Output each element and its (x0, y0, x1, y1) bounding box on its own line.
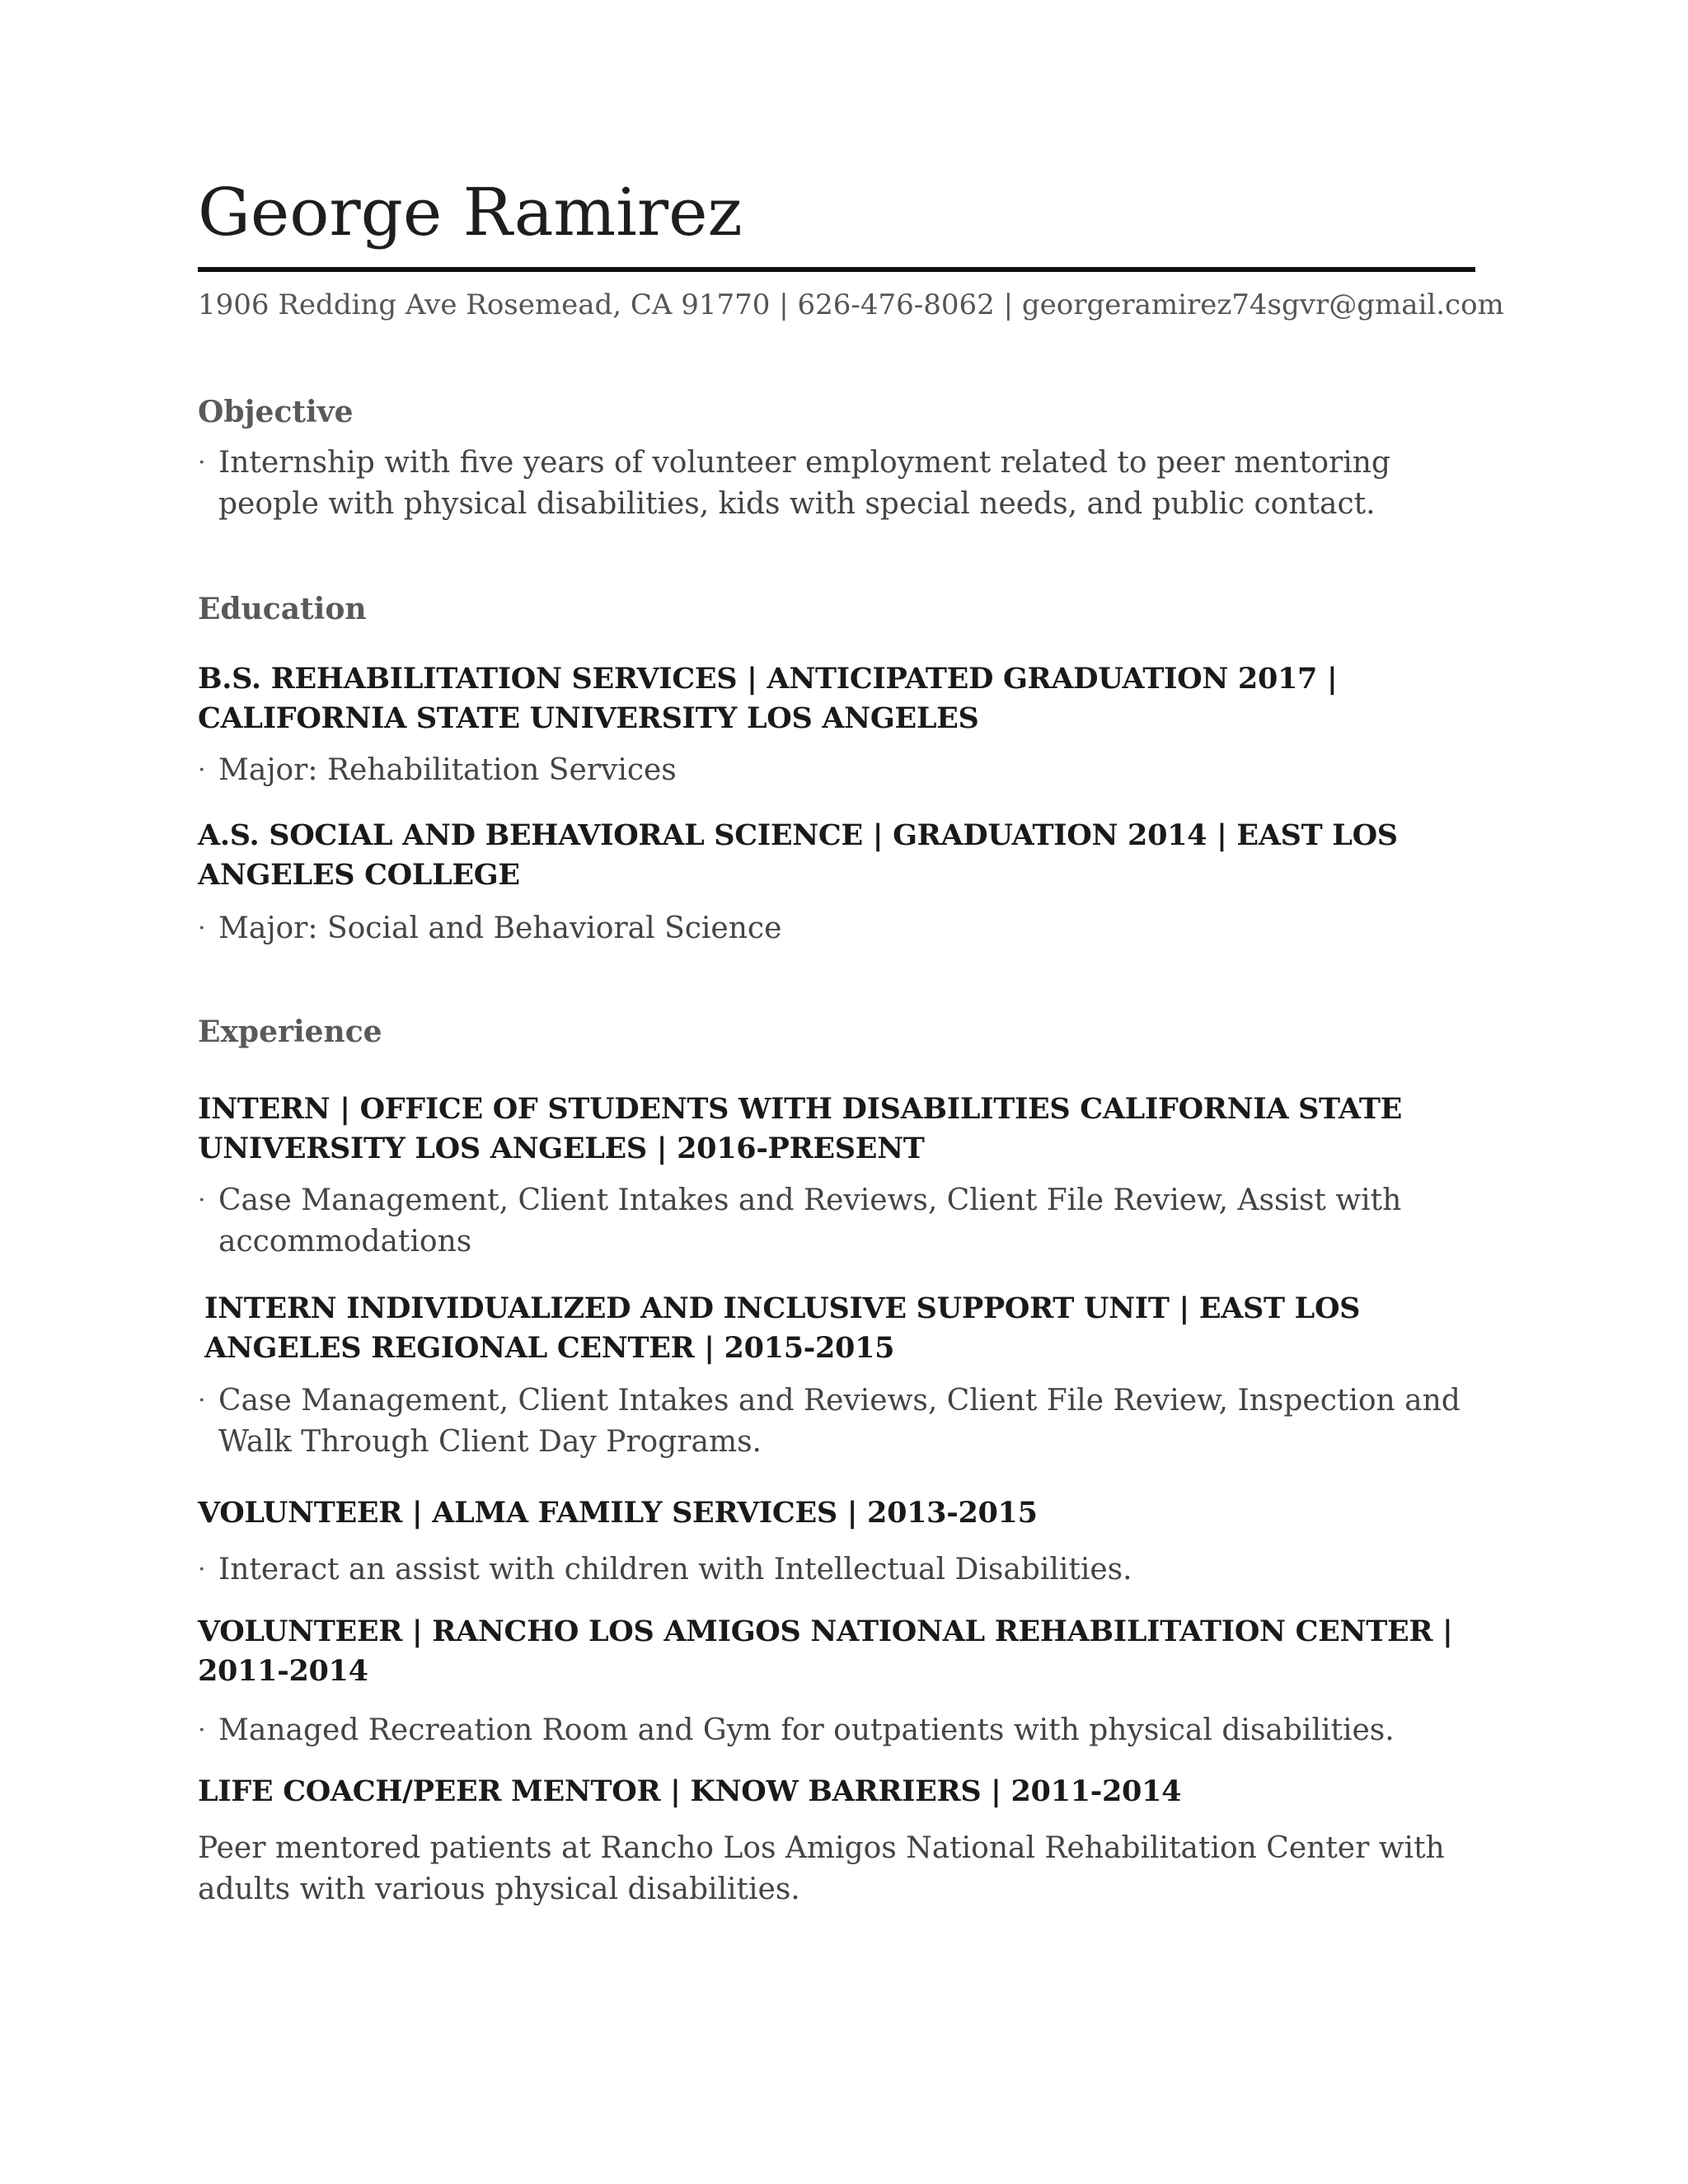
section-title-objective: Objective (198, 395, 354, 429)
name-divider (198, 267, 1475, 272)
experience-bullet-alma-text: Interact an assist with children with Intellectual Disabilities. (218, 1553, 1132, 1586)
experience-bullet-rancho (198, 1710, 1484, 1751)
bullet-dot-icon: · (198, 448, 206, 477)
education-bullet-bs (198, 750, 1484, 791)
experience-heading-alma: VOLUNTEER | ALMA FAMILY SERVICES | 2013-2015 (198, 1496, 1038, 1530)
bullet-dot-icon: · (198, 1555, 206, 1584)
bullet-dot-icon: · (198, 914, 206, 943)
experience-bullet-csula-text: Case Management, Client Intakes and Reviews, Client File Review, Assist with accommodations (218, 1183, 1402, 1258)
education-heading-bs: B.S. REHABILITATION SERVICES | ANTICIPATED GRADUATION 2017 | CALIFORNIA STATE UNIVERSITY LOS ANGELES (198, 662, 1338, 735)
bullet-dot-icon: · (198, 1716, 206, 1745)
resume-name: George Ramirez (198, 174, 743, 251)
education-bullet-bs-text: Major: Rehabilitation Services (218, 753, 677, 787)
experience-heading-csula: INTERN | OFFICE OF STUDENTS WITH DISABILITIES CALIFORNIA STATE UNIVERSITY LOS ANGELES | 2016-PRESENT (198, 1092, 1402, 1165)
experience-paragraph-know-barriers: Peer mentored patients at Rancho Los Amigos National Rehabilitation Center with adults with various physical disabilities. (198, 1831, 1445, 1906)
experience-heading-rancho: VOLUNTEER | RANCHO LOS AMIGOS NATIONAL REHABILITATION CENTER | 2011-2014 (198, 1615, 1453, 1688)
contact-line: 1906 Redding Ave Rosemead, CA 91770 | 626-476-8062 | georgeramirez74sgvr@gmail.com (198, 288, 1504, 321)
education-bullet-as-text: Major: Social and Behavioral Science (218, 912, 782, 945)
section-title-education: Education (198, 592, 367, 626)
education-heading-as: A.S. SOCIAL AND BEHAVIORAL SCIENCE | GRADUATION 2014 | EAST LOS ANGELES COLLEGE (198, 818, 1398, 892)
experience-bullet-csula (198, 1180, 1484, 1263)
section-title-experience: Experience (198, 1015, 382, 1049)
bullet-dot-icon: · (198, 1386, 206, 1415)
experience-bullet-rancho-text: Managed Recreation Room and Gym for outpatients with physical disabilities. (218, 1713, 1395, 1747)
education-bullet-as (198, 908, 1484, 949)
bullet-dot-icon: · (198, 756, 206, 785)
experience-bullet-elarc (198, 1380, 1484, 1463)
bullet-dot-icon: · (198, 1186, 206, 1215)
experience-heading-know-barriers: LIFE COACH/PEER MENTOR | KNOW BARRIERS | 2011-2014 (198, 1774, 1182, 1808)
objective-bullet (198, 443, 1484, 525)
experience-bullet-alma (198, 1549, 1484, 1591)
objective-bullet-text: Internship with five years of volunteer employment related to peer mentoring people with physical disabilities, kids with special needs, and public contact. (218, 446, 1390, 521)
experience-bullet-elarc-text: Case Management, Client Intakes and Reviews, Client File Review, Inspection and Walk Through Client Day Programs. (218, 1384, 1461, 1459)
experience-heading-elarc: INTERN INDIVIDUALIZED AND INCLUSIVE SUPPORT UNIT | EAST LOS ANGELES REGIONAL CENTER | 2015-2015 (204, 1291, 1361, 1365)
